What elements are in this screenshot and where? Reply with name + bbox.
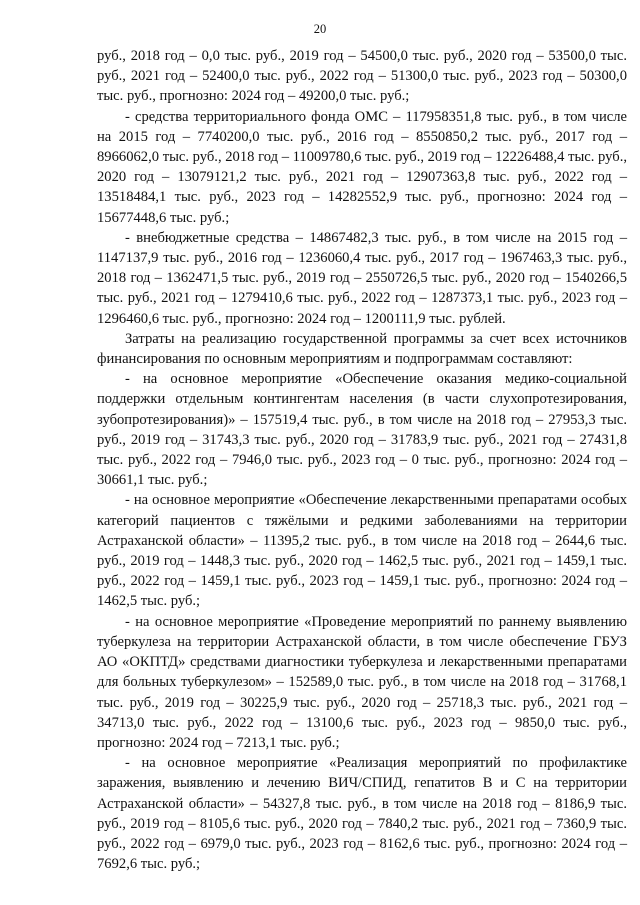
paragraph-program-costs-intro: Затраты на реализацию государственной программы за счет всех источников финансирования по основным мероприятиям и подпрограммам составляют: xyxy=(97,330,627,368)
paragraph-oms-funds: - средства территориального фонда ОМС – 117958351,8 тыс. руб., в том числе на 2015 год – 7740200,0 тыс. руб., 2016 год – 8550850,2 тыс. руб., 2017 год – 8966062,0 тыс. руб., 2018 год – 11009780,6 тыс. руб., 2019 год – 12226488,4 тыс. руб., 2020 год – 13079121,2 тыс. руб., 2021 год – 12907363,8 тыс. руб., 2022 год – 13518484,1 тыс. руб., 2023 год – 14282552,9 тыс. руб., прогнозно: 2024 год – 15677448,6 тыс. руб.; xyxy=(97,108,627,226)
document-body xyxy=(97,46,627,874)
paragraph-tuberculosis-detection: - на основное мероприятие «Проведение мероприятий по раннему выявлению туберкулеза на территории Астраханской области, в том числе обеспечение ГБУЗ АО «ОКПТД» средствами диагностики туберкулеза и лекарственными препаратами для больных туберкулезом» – 152589,0 тыс. руб., в том числе на 2018 год – 31768,1 тыс. руб., 2019 год – 30225,9 тыс. руб., 2020 год – 25718,3 тыс. руб., 2021 год – 34713,0 тыс. руб., 2022 год – 13100,6 тыс. руб., 2023 год – 9850,0 тыс. руб., прогнозно: 2024 год – 7213,1 тыс. руб.; xyxy=(97,613,627,751)
paragraph-hiv-hepatitis-prevention: - на основное мероприятие «Реализация мероприятий по профилактике заражения, выявлению и лечению ВИЧ/СПИД, гепатитов В и С на территории Астраханской области» – 54327,8 тыс. руб., в том числе на 2018 год – 8186,9 тыс. руб., 2019 год – 8105,6 тыс. руб., 2020 год – 7840,2 тыс. руб., 2021 год – 7360,9 тыс. руб., 2022 год – 6979,0 тыс. руб., 2023 год – 8162,6 тыс. руб., прогнозно: 2024 год – 7692,6 тыс. руб.; xyxy=(97,755,627,873)
paragraph-medical-social-support: - на основное мероприятие «Обеспечение оказания медико-социальной поддержки отдельным контингентам населения (в части слухопротезирования, зубопротезирования)» – 157519,4 тыс. руб., в том числе на 2018 год – 27953,3 тыс. руб., 2019 год – 31743,3 тыс. руб., 2020 год – 31783,9 тыс. руб., 2021 год – 27431,8 тыс. руб., 2022 год – 7946,0 тыс. руб., 2023 год – 0 тыс. руб., прогнозно: 2024 год – 30661,1 тыс. руб.; xyxy=(97,371,627,489)
paragraph-rare-diseases-drugs: - на основное мероприятие «Обеспечение лекарственными препаратами особых категорий пациентов с тяжёлыми и редкими заболеваниями на территории Астраханской области» – 11395,2 тыс. руб., в том числе на 2018 год – 2644,6 тыс. руб., 2019 год – 1448,3 тыс. руб., 2020 год – 1462,5 тыс. руб., 2021 год – 1459,1 тыс. руб., 2022 год – 1459,1 тыс. руб., 2023 год – 1459,1 тыс. руб., прогнозно: 2024 год – 1462,5 тыс. руб.; xyxy=(97,492,627,610)
page-number: 20 xyxy=(313,22,327,36)
paragraph-extrabudgetary-funds: - внебюджетные средства – 14867482,3 тыс. руб., в том числе на 2015 год – 1147137,9 тыс. руб., 2016 год – 1236060,4 тыс. руб., 2017 год – 1967463,3 тыс. руб., 2018 год – 1362471,5 тыс. руб., 2019 год – 2550726,5 тыс. руб., 2020 год – 1540266,5 тыс. руб., 2021 год – 1279410,6 тыс. руб., 2022 год – 1287373,1 тыс. руб., 2023 год – 1296460,6 тыс. руб., прогнозно: 2024 год – 1200111,9 тыс. рублей. xyxy=(97,229,627,327)
paragraph-continuation: руб., 2018 год – 0,0 тыс. руб., 2019 год – 54500,0 тыс. руб., 2020 год – 53500,0 тыс. руб., 2021 год – 52400,0 тыс. руб., 2022 год – 51300,0 тыс. руб., 2023 год – 50300,0 тыс. руб., прогнозно: 2024 год – 49200,0 тыс. руб.; xyxy=(97,48,627,105)
